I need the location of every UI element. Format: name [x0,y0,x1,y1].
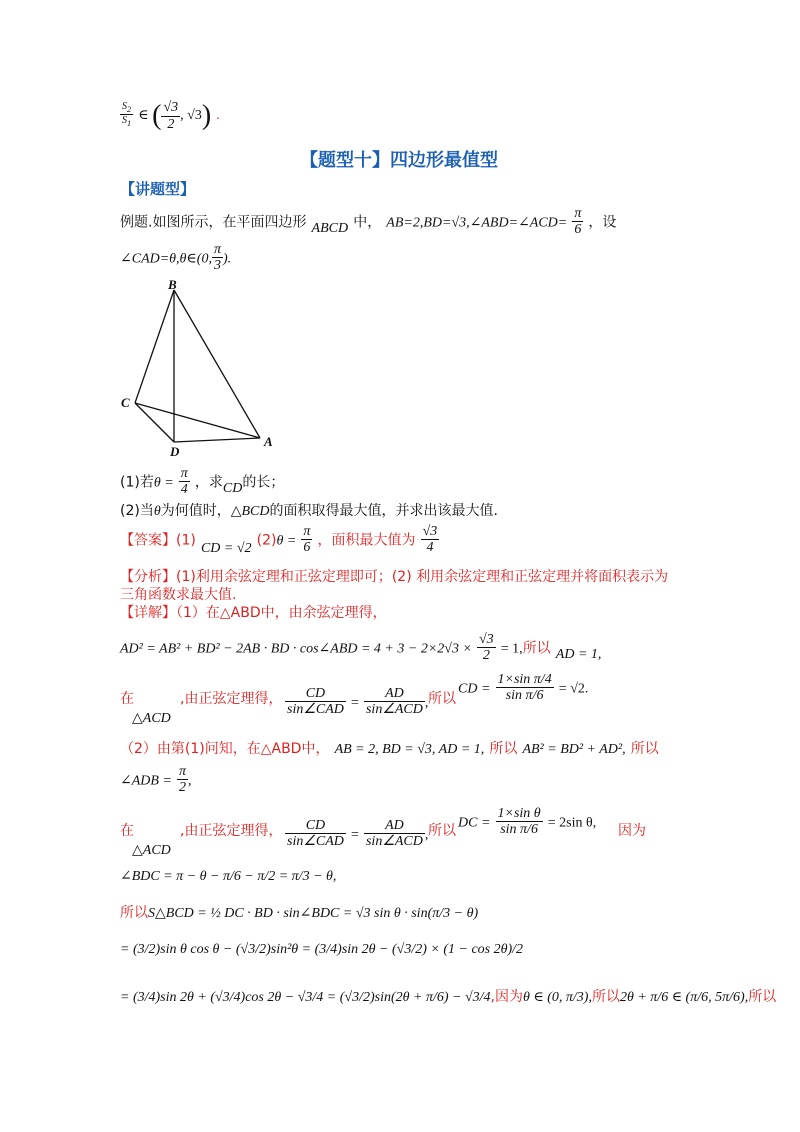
edge-bc [135,290,174,403]
theta-range-end: ). [222,251,232,267]
example-text-3: ，设 [588,214,617,231]
vertex-label-d: D [170,444,180,458]
question-1: (1)若θ = $\frac{\pi}{4}$ ，求CD的长； [120,466,285,498]
example-text: 例题.如图所示，在平面四边形 [120,214,307,231]
top-line-end: . [216,108,220,124]
vertex-label-c: C [121,395,130,410]
detail-line-1: 【详解】（1）在△ABD中，由余弦定理得， [120,605,387,621]
section-heading: 【题型十】四边形最值型 [300,150,498,171]
analysis-line-2: 三角函数求最大值. [120,587,237,603]
theta-range-fraction: $\frac{\pi}{3}$ [213,242,221,274]
top-result-line [120,100,220,132]
theta-definition: ∠CAD=θ,θ∈(0, [120,251,212,267]
edge-da [174,438,260,442]
detail-sine-law-1: 在 △ACD ,由正弦定理得， $\frac{CD}{\text{sin∠CAD}}$ = $\frac{AD}{\text{sin∠ACD}}$ , 所以 CD = $\frac{\text{1×sin π/4}}{\text{sin π/6}}$ = √2. [120,672,589,726]
vertex-label-a: A [264,434,273,449]
detail-area-expression: 所以S△BCD = ½ DC · BD · sin∠BDC = √3 sin θ · sin(π/3 − θ) [120,905,479,921]
angle-fraction: $\frac{\pi}{6}$ [574,206,582,238]
example-line-1 [120,206,616,238]
detail-area-expansion: = (3/2)sin θ cos θ − (√3/2)sin²θ = (3/4)sin 2θ − (√3/2) × (1 − cos 2θ)/2 [120,942,524,957]
detail-area-final: = (3/4)sin 2θ + (√3/4)cos 2θ − √3/4 = (√3/2)sin(2θ + π/6) − √3/4,因为θ ∈ (0, π/3),所以2θ + π/6 ∈ (π/6, 5π/6),所以 [120,989,777,1005]
detail-part-2: （2）由第(1)问知，在△ABD中， AB = 2, BD = √3, AD = 1, 所以 AB² = BD² + AD², 所以 [120,741,659,757]
section-label: 【讲题型】 [120,180,196,198]
edge-ca [135,403,260,438]
detail-right-angle: ∠ADB = $\frac{\pi}{2}$ , [120,764,192,796]
edge-ba [174,290,260,438]
area-ratio-fraction: $\frac{S_2}{S_1}$ [122,101,132,129]
analysis-line-1: 【分析】(1)利用余弦定理和正弦定理即可；(2) 利用余弦定理和正弦定理并将面积表示为 [120,569,669,585]
question-2: (2)当θ为何值时，△BCD的面积取得最大值，并求出该最大值. [120,503,498,519]
example-conditions: AB=2,BD=√3,∠ABD=∠ACD= [386,215,568,231]
detail-angle-bdc: ∠BDC = π − θ − π/6 − π/2 = π/3 − θ, [120,869,337,884]
interval-expression: ∈ ( $\frac{√3}{2}$ , √3) [138,100,212,132]
detail-sine-law-2: 在 △ACD ,由正弦定理得， $\frac{CD}{\text{sin∠CAD}}$ = $\frac{AD}{\text{sin∠ACD}}$ , 所以 DC = $\frac{\text{1×sin θ}}{\text{sin π/6}}$ = 2sin θ, 因为 [120,806,646,858]
quad-name: ABCD [311,221,349,237]
quadrilateral-figure [118,278,288,458]
detail-cosine-law: AD² = AB² + BD² − 2AB · BD · cos∠ABD = 4 + 3 − 2×2√3 × $\frac{√3}{2}$ = 1,所以 AD = 1, [120,632,602,664]
vertex-label-b: B [168,278,177,292]
answer-line: 【答案】(1) CD = √2 (2)θ = $\frac{\pi}{6}$ ，面积最大值为 $\frac{√3}{4}$ [120,524,438,557]
example-text-2: 中， [353,214,382,231]
example-line-2 [120,242,231,274]
